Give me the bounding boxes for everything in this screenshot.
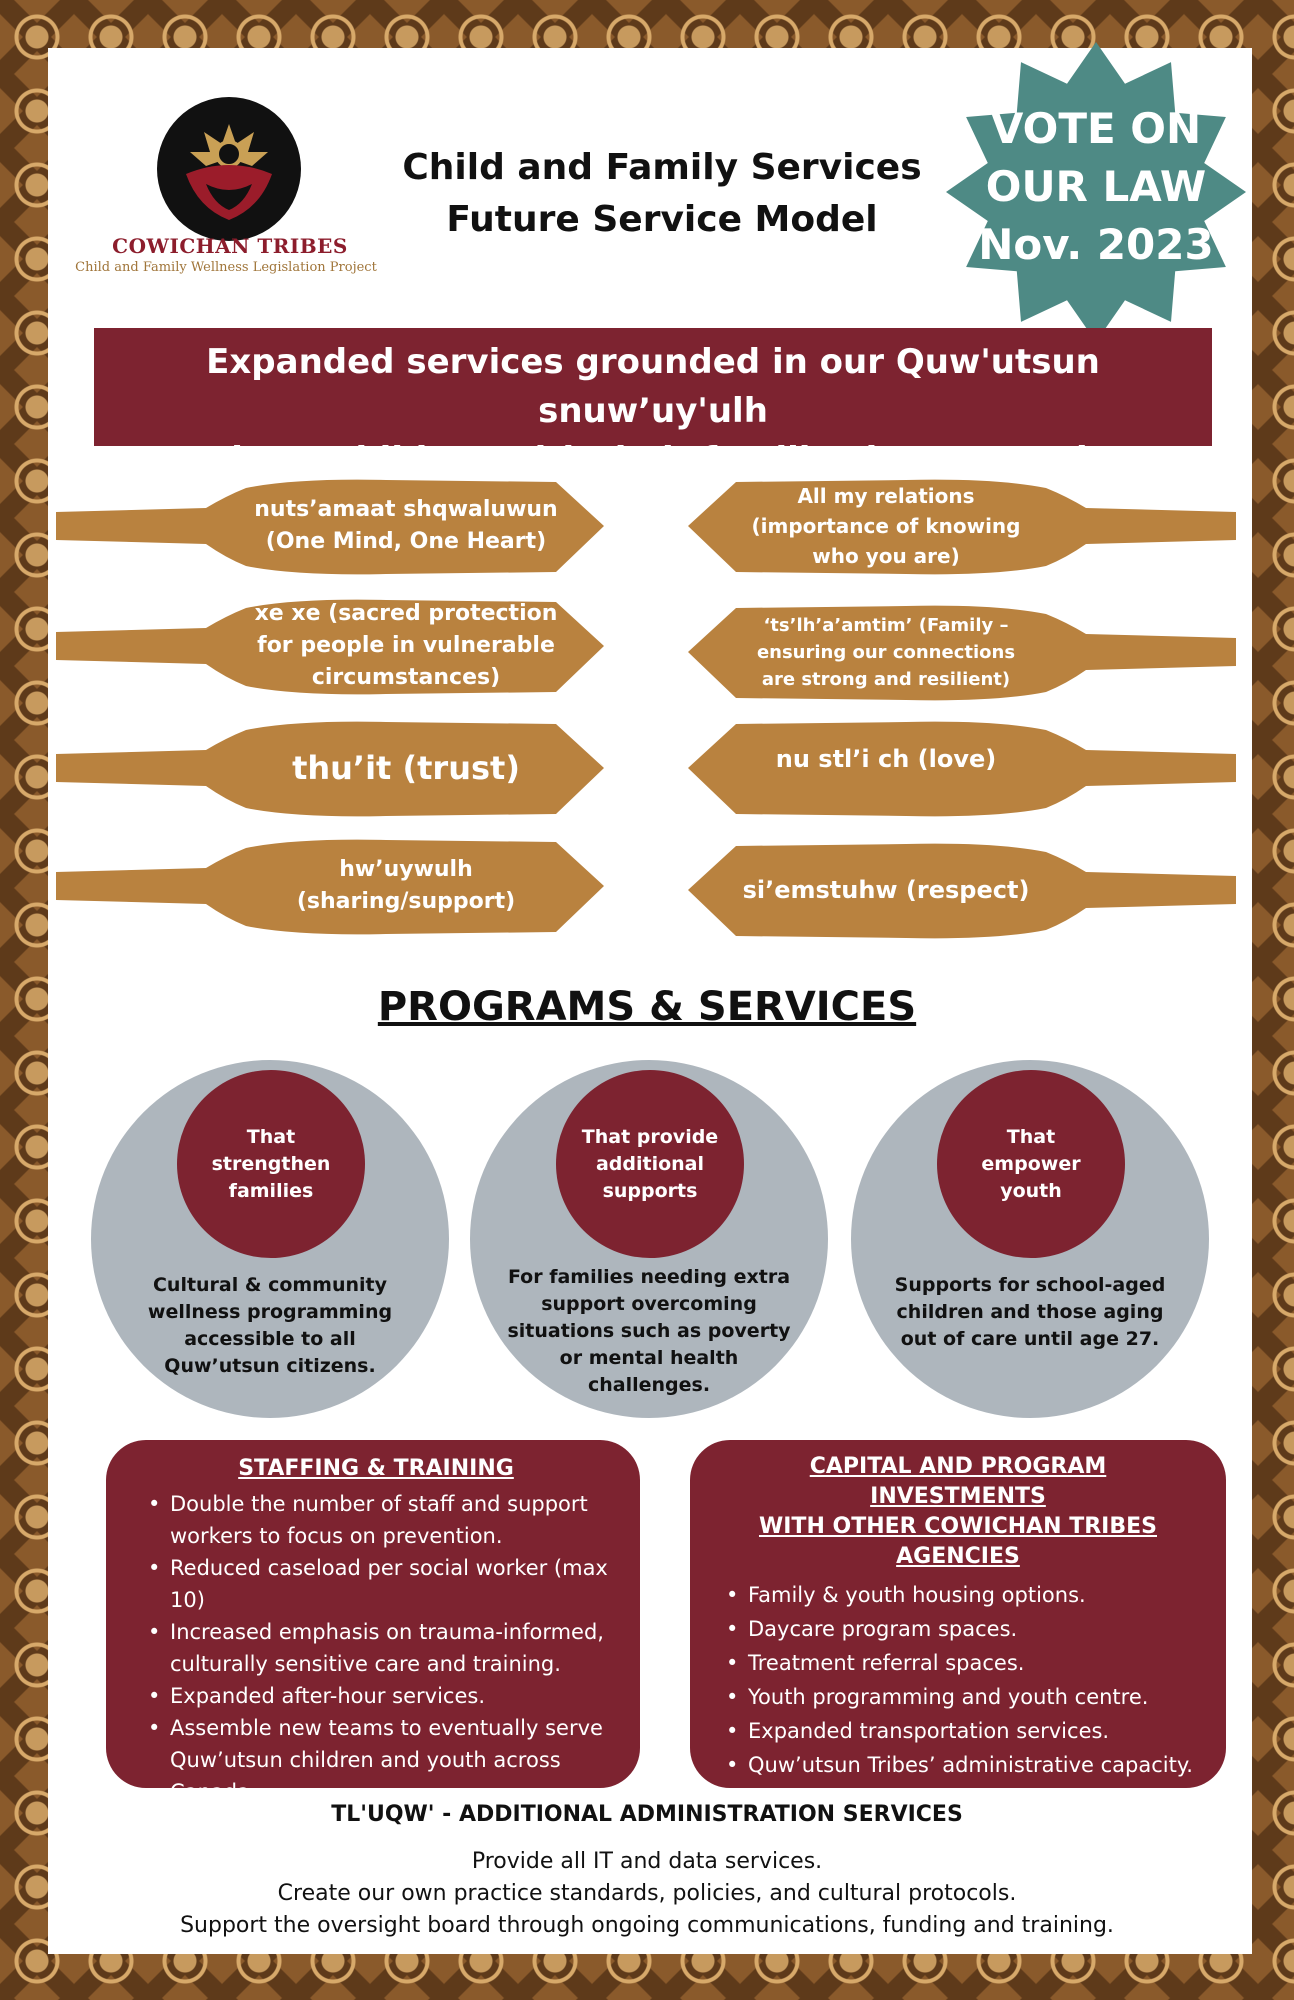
- list-item: • Family & youth housing options.: [720, 1578, 1196, 1612]
- program-description: Supports for school-aged children and those aging out of care until age 27.: [894, 1274, 1166, 1350]
- value-paddle: [56, 594, 612, 698]
- program-label: That empower youth: [937, 1070, 1125, 1258]
- list-item: • Increased emphasis on trauma-informed, culturally sensitive care and training.: [142, 1616, 610, 1680]
- value-paddle: [56, 474, 612, 578]
- program-circle: [91, 1060, 449, 1418]
- value-paddle: [56, 716, 612, 820]
- list-item: • Youth programming and youth centre.: [720, 1680, 1196, 1714]
- value-paddle: [680, 474, 1236, 578]
- banner-line-2: to keep children with their families in community: [179, 440, 1127, 480]
- capital-investments-box: [690, 1440, 1226, 1788]
- value-text: ‘ts’lh’a’amtim’ (Family – ensuring our connections are strong and resilient): [756, 614, 1016, 690]
- page-title: [392, 142, 932, 246]
- list-item: • Double the number of staff and support workers to focus on prevention.: [142, 1488, 610, 1552]
- value-text: si’emstuhw (respect): [742, 876, 1030, 904]
- value-text: nu stl’i ch (love): [775, 745, 997, 773]
- value-text: nuts’amaat shqwaluwun (One Mind, One Heart): [254, 497, 558, 554]
- list-item: • Reduced caseload per social worker (max 10): [142, 1552, 610, 1616]
- value-text: hw’uywulh (sharing/support): [296, 857, 516, 914]
- cowichan-tribes-logo: [156, 96, 302, 242]
- program-circle: [851, 1060, 1209, 1418]
- list-item: • Expanded transportation services.: [720, 1714, 1196, 1748]
- footer-text: Provide all IT and data services. Create our own practice standards, policies, and cultural protocols. Support the oversight board through ongoing communications, funding and training.: [180, 1849, 1114, 1938]
- program-description: For families needing extra support overcoming situations such as poverty or mental health challenges.: [507, 1266, 791, 1396]
- value-text: xe xe (sacred protection for people in vulnerable circumstances): [254, 601, 558, 690]
- vote-badge-text: [940, 100, 1252, 274]
- program-label: That provide additional supports: [556, 1070, 744, 1258]
- mission-banner: [94, 328, 1212, 480]
- value-text: All my relations (importance of knowing who you are): [751, 484, 1021, 568]
- capital-title: CAPITAL AND PROGRAM INVESTMENTS WITH OTHER COWICHAN TRIBES AGENCIES: [758, 1454, 1157, 1569]
- org-subtitle: Child and Family Wellness Legislation Project: [75, 260, 377, 275]
- list-item: • Expanded after-hour services.: [142, 1680, 610, 1712]
- list-item: • Assemble new teams to eventually serve Quw’utsun children and youth across Canada.: [142, 1712, 610, 1808]
- value-paddle: [680, 716, 1236, 820]
- title-line-2: Future Service Model: [446, 199, 878, 240]
- vote-line-1: VOTE ON: [990, 104, 1202, 153]
- program-label: That strengthen families: [177, 1070, 365, 1258]
- list-item: • Quw’utsun Tribes’ administrative capacity.: [720, 1748, 1196, 1782]
- vote-line-2: OUR LAW: [985, 162, 1207, 211]
- value-paddle: [56, 834, 612, 938]
- vote-line-3: Nov. 2023: [978, 220, 1214, 269]
- programs-heading: PROGRAMS & SERVICES: [377, 984, 917, 1030]
- list-item: • Daycare program spaces.: [720, 1612, 1196, 1646]
- value-paddle: [680, 600, 1236, 704]
- staffing-title: STAFFING & TRAINING: [238, 1456, 514, 1481]
- staffing-list: [142, 1488, 610, 1808]
- program-description: Cultural & community wellness programming accessible to all Quw’utsun citizens.: [147, 1274, 393, 1377]
- title-line-1: Child and Family Services: [402, 147, 922, 188]
- value-text: thu’it (trust): [292, 749, 520, 787]
- value-paddle: [680, 838, 1236, 942]
- staffing-training-box: [106, 1440, 640, 1804]
- list-item: • Treatment referral spaces.: [720, 1646, 1196, 1680]
- banner-line-1: Expanded services grounded in our Quw'utsun snuw’uy'ulh: [206, 342, 1100, 431]
- capital-list: [720, 1578, 1196, 1782]
- org-name: COWICHAN TRIBES: [112, 234, 348, 258]
- program-circle: [470, 1060, 828, 1418]
- footer-title: TL'UQW' - ADDITIONAL ADMINISTRATION SERVICES: [331, 1802, 963, 1827]
